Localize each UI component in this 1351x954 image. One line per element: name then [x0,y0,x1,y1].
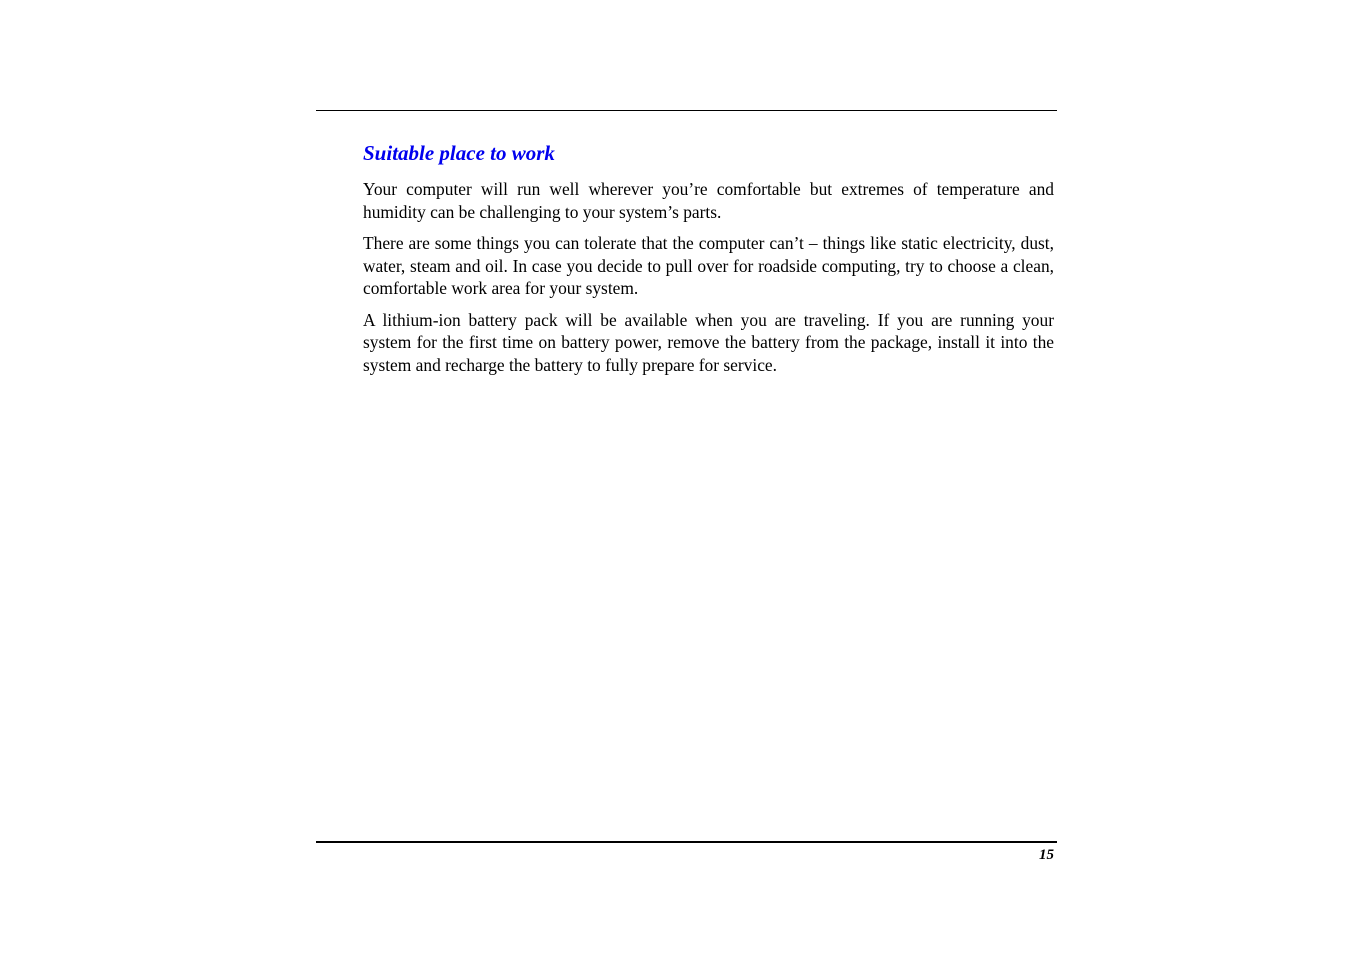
body-paragraph-3: A lithium-ion battery pack will be available when you are traveling. If you are running your system for the first time on battery power, remove the battery from the package, install it into the system and recharge the battery to fully prepare for service. [363,309,1054,375]
page-number: 15 [1039,847,1054,863]
body-paragraph-2: There are some things you can tolerate that the computer can’t – things like static electricity, dust, water, steam and oil. In case you decide to pull over for roadside computing, try to choose a clean, comfortable work area for your system. [363,233,1054,298]
footer-rule [316,841,1057,843]
page-body [363,139,1054,385]
section-title: Suitable place to work [363,141,555,165]
body-paragraph-1: Your computer will run well wherever you’re comfortable but extremes of temperature and humidity can be challenging to your system’s parts. [363,179,1054,222]
header-rule [316,110,1057,111]
